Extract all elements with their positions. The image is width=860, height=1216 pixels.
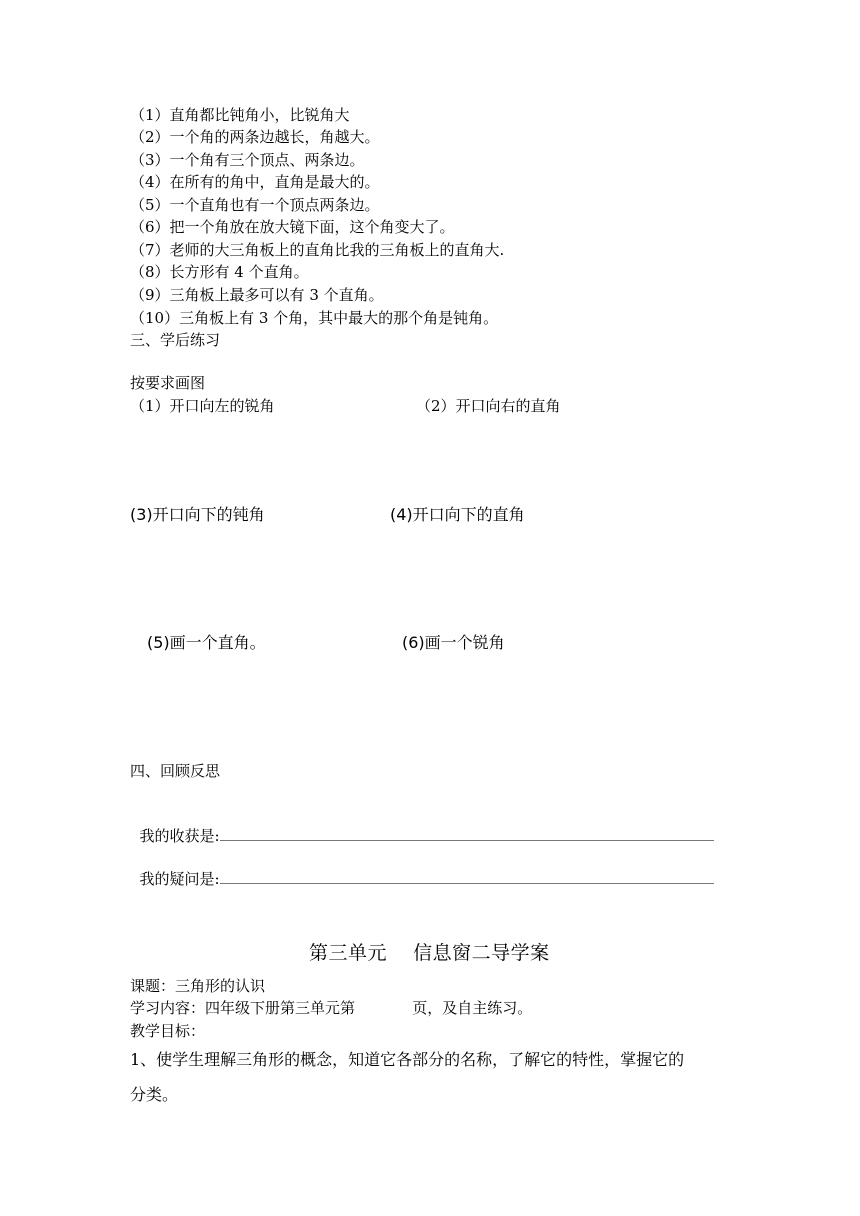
drawing-task-2: （2）开口向右的直角	[416, 397, 561, 415]
lesson-title: 第三单元 信息窗二导学案	[309, 942, 550, 964]
drawing-task-3: (3)开口向下的钝角	[130, 505, 265, 524]
judgement-item-2: （2）一个角的两条边越长，角越大。	[130, 128, 380, 146]
drawing-instruction: 按要求画图	[130, 374, 206, 392]
drawing-task-1: （1）开口向左的锐角	[130, 397, 275, 415]
lesson-goal-1-line-1: 1、使学生理解三角形的概念，知道它各部分的名称，了解它的特性，掌握它的	[130, 1050, 685, 1069]
question-blank-line	[220, 869, 714, 884]
judgement-item-8: （8）长方形有 4 个直角。	[130, 263, 309, 281]
drawing-task-6: (6)画一个锐角	[402, 633, 505, 652]
lesson-topic: 课题：三角形的认识	[130, 977, 266, 995]
judgement-item-1: （1）直角都比钝角小，比锐角大	[130, 106, 350, 124]
judgement-item-9: （9）三角板上最多可以有 3 个直角。	[130, 286, 384, 304]
question-row	[130, 846, 714, 890]
judgement-item-10: （10）三角板上有 3 个角，其中最大的那个角是钝角。	[130, 309, 499, 327]
section-heading-practice: 三、学后练习	[130, 331, 221, 349]
judgement-item-5: （5）一个直角也有一个顶点两条边。	[130, 196, 380, 214]
drawing-task-5: (5)画一个直角。	[147, 633, 266, 652]
judgement-item-3: （3）一个角有三个顶点、两条边。	[130, 151, 365, 169]
judgement-item-7: （7）老师的大三角板上的直角比我的三角板上的直角大.	[130, 241, 505, 259]
gain-label: 我的收获是:	[139, 827, 220, 845]
question-label: 我的疑问是:	[139, 870, 220, 888]
drawing-task-4: (4)开口向下的直角	[390, 505, 525, 524]
judgement-item-6: （6）把一个角放在放大镜下面，这个角变大了。	[130, 218, 455, 236]
lesson-content: 学习内容：四年级下册第三单元第 页，及自主练习。	[130, 999, 533, 1017]
lesson-goal-1-line-2: 分类。	[130, 1085, 179, 1104]
judgement-item-4: （4）在所有的角中，直角是最大的。	[130, 173, 380, 191]
gain-blank-line	[220, 826, 714, 841]
section-heading-reflection: 四、回顾反思	[130, 762, 221, 780]
gain-row	[130, 803, 714, 847]
lesson-goals-label: 教学目标：	[130, 1022, 206, 1040]
